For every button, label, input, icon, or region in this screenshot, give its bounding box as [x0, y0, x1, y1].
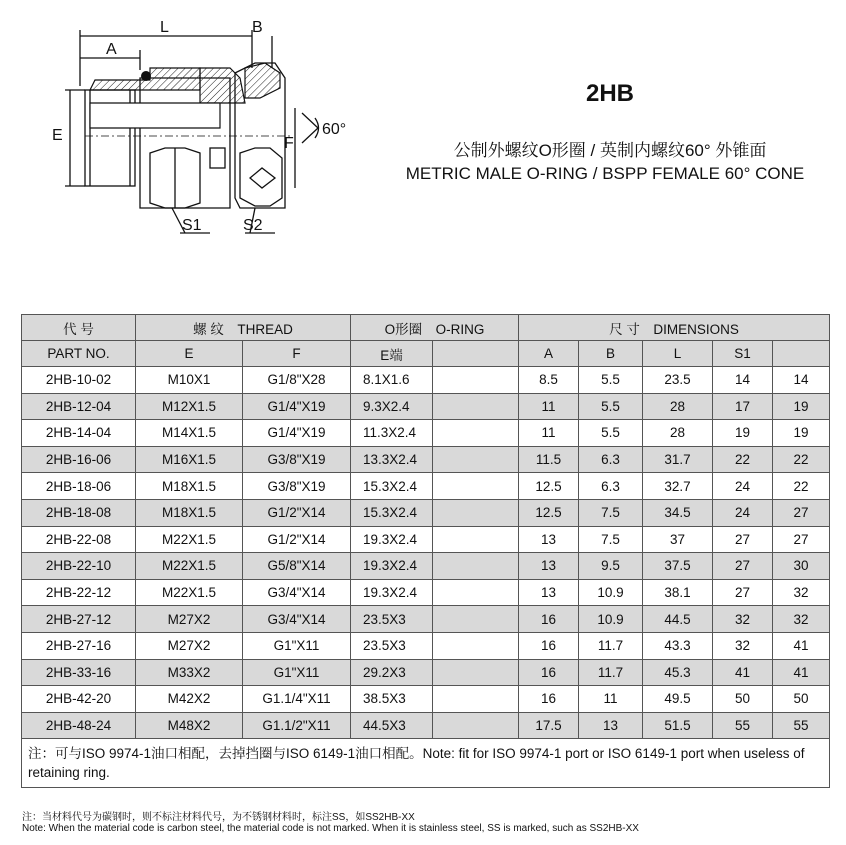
cell-part-no: 2HB-10-02 — [22, 367, 136, 394]
table-row — [22, 712, 830, 739]
cell-thread-f: G1/4"X19 — [243, 420, 351, 447]
cell-thread-f: G1/2"X14 — [243, 526, 351, 553]
header-blank — [433, 341, 519, 367]
cell-thread-e: M22X1.5 — [136, 579, 243, 606]
cell-dim-s1: 41 — [713, 659, 773, 686]
cell-dim-s1: 32 — [713, 632, 773, 659]
cell-dim-a: 11 — [519, 420, 579, 447]
cell-dim-l: 51.5 — [643, 712, 713, 739]
table-row — [22, 659, 830, 686]
label-l: L — [160, 19, 169, 36]
header-dimensions: 尺 寸 DIMENSIONS — [519, 315, 830, 341]
table-row — [22, 420, 830, 447]
cell-dim-s2: 32 — [773, 579, 830, 606]
cell-part-no: 2HB-27-12 — [22, 606, 136, 633]
cell-thread-e: M14X1.5 — [136, 420, 243, 447]
cell-dim-l: 38.1 — [643, 579, 713, 606]
cell-oring-e-end: 15.3X2.4 — [351, 473, 433, 500]
cell-dim-l: 34.5 — [643, 499, 713, 526]
cell-part-no: 2HB-48-24 — [22, 712, 136, 739]
cell-dim-a: 17.5 — [519, 712, 579, 739]
cell-oring-e-end: 19.3X2.4 — [351, 579, 433, 606]
table-row — [22, 446, 830, 473]
cell-dim-s1: 17 — [713, 393, 773, 420]
header-e-end: E端 — [351, 341, 433, 367]
cell-dim-s1: 50 — [713, 686, 773, 713]
label-a: A — [106, 41, 117, 58]
cell-thread-e: M16X1.5 — [136, 446, 243, 473]
cell-dim-s2: 14 — [773, 367, 830, 394]
cell-thread-e: M18X1.5 — [136, 499, 243, 526]
cell-thread-f: G3/8"X19 — [243, 446, 351, 473]
cell-dim-s1: 55 — [713, 712, 773, 739]
cell-thread-f: G1/4"X19 — [243, 393, 351, 420]
cell-oring-blank — [433, 659, 519, 686]
cell-dim-l: 23.5 — [643, 367, 713, 394]
cell-oring-blank — [433, 499, 519, 526]
cell-thread-e: M42X2 — [136, 686, 243, 713]
cell-oring-blank — [433, 367, 519, 394]
cell-thread-e: M27X2 — [136, 606, 243, 633]
cell-thread-e: M22X1.5 — [136, 553, 243, 580]
cell-dim-s1: 14 — [713, 367, 773, 394]
header-a: A — [519, 341, 579, 367]
table-row — [22, 526, 830, 553]
cell-dim-l: 28 — [643, 393, 713, 420]
cell-thread-e: M18X1.5 — [136, 473, 243, 500]
table-row — [22, 553, 830, 580]
cell-dim-b: 11 — [579, 686, 643, 713]
cell-oring-blank — [433, 446, 519, 473]
table-header-row-1 — [22, 315, 830, 341]
cell-dim-b: 5.5 — [579, 393, 643, 420]
cell-oring-e-end: 8.1X1.6 — [351, 367, 433, 394]
cell-thread-f: G1.1/2"X11 — [243, 712, 351, 739]
cell-part-no: 2HB-18-08 — [22, 499, 136, 526]
cell-thread-f: G3/8"X19 — [243, 473, 351, 500]
cell-oring-e-end: 19.3X2.4 — [351, 526, 433, 553]
cell-dim-s1: 32 — [713, 606, 773, 633]
cell-thread-f: G1/8"X28 — [243, 367, 351, 394]
cell-oring-blank — [433, 473, 519, 500]
table-row — [22, 686, 830, 713]
cell-dim-s2: 22 — [773, 446, 830, 473]
cell-dim-l: 49.5 — [643, 686, 713, 713]
label-f: F — [284, 135, 294, 152]
cell-thread-f: G1.1/4"X11 — [243, 686, 351, 713]
cell-dim-b: 13 — [579, 712, 643, 739]
cell-dim-a: 16 — [519, 686, 579, 713]
cell-oring-e-end: 44.5X3 — [351, 712, 433, 739]
cell-oring-e-end: 9.3X2.4 — [351, 393, 433, 420]
table-note-row — [22, 739, 830, 788]
cell-dim-a: 11.5 — [519, 446, 579, 473]
spec-table — [21, 314, 830, 788]
cell-dim-s2: 41 — [773, 632, 830, 659]
cell-dim-l: 28 — [643, 420, 713, 447]
table-header-row-2 — [22, 341, 830, 367]
header-b: B — [579, 341, 643, 367]
cell-dim-a: 11 — [519, 393, 579, 420]
cell-dim-s1: 24 — [713, 473, 773, 500]
cell-part-no: 2HB-22-10 — [22, 553, 136, 580]
cell-dim-a: 16 — [519, 606, 579, 633]
header-part-no: PART NO. — [22, 341, 136, 367]
cell-thread-e: M33X2 — [136, 659, 243, 686]
table-row — [22, 367, 830, 394]
cell-dim-a: 12.5 — [519, 499, 579, 526]
cell-dim-s1: 22 — [713, 446, 773, 473]
cell-oring-blank — [433, 526, 519, 553]
table-row — [22, 632, 830, 659]
table-row — [22, 393, 830, 420]
cell-dim-s2: 22 — [773, 473, 830, 500]
cell-dim-s2: 32 — [773, 606, 830, 633]
header-e: E — [136, 341, 243, 367]
cell-dim-s2: 30 — [773, 553, 830, 580]
cell-oring-blank — [433, 579, 519, 606]
footnote-cn: 注：当材料代号为碳钢时，则不标注材料代号，为不锈钢材料时，标注SS，如SS2HB-XX — [22, 812, 415, 823]
cell-dim-s1: 19 — [713, 420, 773, 447]
cell-dim-s1: 27 — [713, 553, 773, 580]
cell-dim-b: 10.9 — [579, 579, 643, 606]
cell-oring-blank — [433, 553, 519, 580]
cell-thread-e: M12X1.5 — [136, 393, 243, 420]
cell-oring-e-end: 38.5X3 — [351, 686, 433, 713]
header-s1: S1 — [713, 341, 773, 367]
cell-oring-blank — [433, 632, 519, 659]
cell-dim-b: 6.3 — [579, 446, 643, 473]
table-row — [22, 473, 830, 500]
cell-oring-e-end: 13.3X2.4 — [351, 446, 433, 473]
cell-part-no: 2HB-22-08 — [22, 526, 136, 553]
cell-oring-e-end: 29.2X3 — [351, 659, 433, 686]
cell-dim-b: 5.5 — [579, 367, 643, 394]
cell-dim-a: 13 — [519, 579, 579, 606]
header-thread: 螺 纹 THREAD — [136, 315, 351, 341]
cell-dim-b: 6.3 — [579, 473, 643, 500]
cell-dim-a: 13 — [519, 526, 579, 553]
cell-dim-s2: 19 — [773, 393, 830, 420]
cell-dim-b: 11.7 — [579, 659, 643, 686]
cell-dim-b: 10.9 — [579, 606, 643, 633]
subtitle-en: METRIC MALE O-RING / BSPP FEMALE 60° CONE — [405, 164, 805, 183]
cell-dim-l: 31.7 — [643, 446, 713, 473]
cell-dim-s2: 55 — [773, 712, 830, 739]
cell-dim-a: 12.5 — [519, 473, 579, 500]
table-row — [22, 579, 830, 606]
cell-oring-e-end: 23.5X3 — [351, 606, 433, 633]
table-note: 注：可与ISO 9974-1油口相配，去掉挡圈与ISO 6149-1油口相配。Note: fit for ISO 9974-1 port or ISO 6149-1 port when useless of retaining ring. — [22, 739, 830, 788]
cell-dim-a: 13 — [519, 553, 579, 580]
cell-dim-a: 8.5 — [519, 367, 579, 394]
cell-dim-b: 5.5 — [579, 420, 643, 447]
cell-dim-s2: 50 — [773, 686, 830, 713]
cell-dim-s1: 27 — [713, 526, 773, 553]
label-b: B — [252, 19, 263, 36]
cell-thread-f: G3/4"X14 — [243, 579, 351, 606]
cell-oring-blank — [433, 686, 519, 713]
cell-part-no: 2HB-16-06 — [22, 446, 136, 473]
cell-thread-e: M48X2 — [136, 712, 243, 739]
cell-dim-s2: 41 — [773, 659, 830, 686]
header-oring: O形圈 O-RING — [351, 315, 519, 341]
cell-dim-a: 16 — [519, 632, 579, 659]
cell-dim-s2: 19 — [773, 420, 830, 447]
cell-dim-l: 43.3 — [643, 632, 713, 659]
cell-part-no: 2HB-33-16 — [22, 659, 136, 686]
fitting-drawing — [40, 8, 370, 248]
cell-oring-e-end: 23.5X3 — [351, 632, 433, 659]
label-e: E — [52, 127, 63, 144]
cell-dim-s2: 27 — [773, 526, 830, 553]
cell-thread-e: M27X2 — [136, 632, 243, 659]
header-s2 — [773, 341, 830, 367]
cell-dim-l: 32.7 — [643, 473, 713, 500]
cell-thread-e: M10X1 — [136, 367, 243, 394]
cell-part-no: 2HB-42-20 — [22, 686, 136, 713]
cell-thread-f: G1"X11 — [243, 659, 351, 686]
cell-part-no: 2HB-27-16 — [22, 632, 136, 659]
cell-dim-b: 9.5 — [579, 553, 643, 580]
cell-dim-s2: 27 — [773, 499, 830, 526]
subtitle-cn: 公制外螺纹O形圈 / 英制内螺纹60° 外锥面 — [453, 141, 767, 160]
label-angle: 60° — [322, 121, 347, 138]
cell-thread-f: G1"X11 — [243, 632, 351, 659]
cell-dim-a: 16 — [519, 659, 579, 686]
table-row — [22, 499, 830, 526]
cell-oring-e-end: 19.3X2.4 — [351, 553, 433, 580]
cell-thread-f: G5/8"X14 — [243, 553, 351, 580]
cell-oring-blank — [433, 712, 519, 739]
header-l: L — [643, 341, 713, 367]
label-s1: S1 — [182, 217, 202, 234]
cell-thread-f: G3/4"X14 — [243, 606, 351, 633]
cell-oring-blank — [433, 393, 519, 420]
cell-oring-e-end: 15.3X2.4 — [351, 499, 433, 526]
header-code-cn: 代 号 — [22, 315, 136, 341]
cell-oring-e-end: 11.3X2.4 — [351, 420, 433, 447]
oring-icon — [141, 71, 151, 81]
cell-dim-s1: 27 — [713, 579, 773, 606]
cell-dim-l: 44.5 — [643, 606, 713, 633]
cell-dim-b: 11.7 — [579, 632, 643, 659]
cell-dim-s1: 24 — [713, 499, 773, 526]
cell-dim-b: 7.5 — [579, 526, 643, 553]
header-f: F — [243, 341, 351, 367]
cell-oring-blank — [433, 606, 519, 633]
cell-part-no: 2HB-18-06 — [22, 473, 136, 500]
cell-dim-l: 45.3 — [643, 659, 713, 686]
cell-part-no: 2HB-12-04 — [22, 393, 136, 420]
footnote-en: Note: When the material code is carbon steel, the material code is not marked. When it is stainless steel, SS is marked, such as SS2HB-XX — [22, 823, 639, 834]
cell-part-no: 2HB-14-04 — [22, 420, 136, 447]
table-row — [22, 606, 830, 633]
cell-dim-l: 37 — [643, 526, 713, 553]
cell-thread-e: M22X1.5 — [136, 526, 243, 553]
page-title: 2HB — [585, 80, 634, 107]
label-s2: S2 — [243, 217, 263, 234]
cell-oring-blank — [433, 420, 519, 447]
cell-dim-l: 37.5 — [643, 553, 713, 580]
cell-part-no: 2HB-22-12 — [22, 579, 136, 606]
cell-thread-f: G1/2"X14 — [243, 499, 351, 526]
cell-dim-b: 7.5 — [579, 499, 643, 526]
